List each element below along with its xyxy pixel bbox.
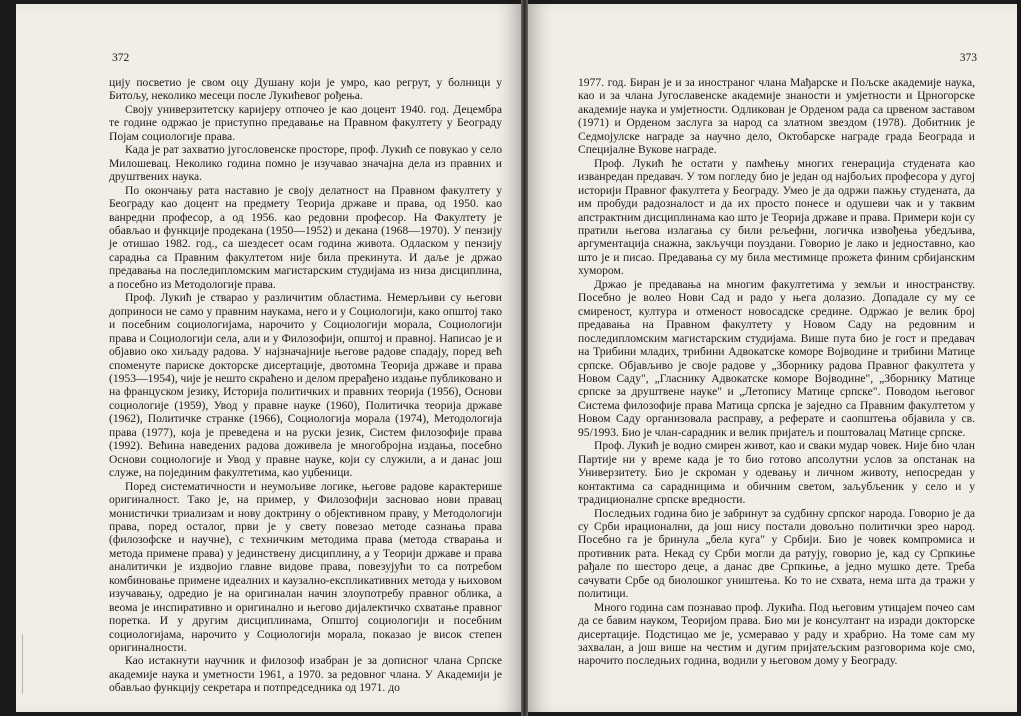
right-page xyxy=(528,4,1017,712)
paragraph: Држао је предавања на многим факултетима у земљи и иностранству. Посебно је волео Нови Сад и радо у њега долазио. Допадале су му се смиреност, култура и отменост новосадске средине. Одржао је велик број предавања на Правном факултету у Новом Саду на редовним и последипломским магистарским студијама. Више пута био је гост и предавач на Трибини младих, трибини Адвокатске коморе Војводине и трибини Матице српске. Објављиво је своје радове у „Зборнику радова Правног факултета у Новом Саду", „Гласнику Адвокатске коморе Војводине", „Зборнику Матице српске за друштвене науке" и „Летопису Матице српске". Поводом његовог Система филозофије права Матица српска је заједно са Правним факултетом у Новом Саду организовала расправу, а реферате и саопштења објавила у св. 95/1993. Био је члан-сарадник и велик пријатељ и поштовалац Матице српске. xyxy=(578,277,975,439)
paragraph: Проф. Лукић је стварао у различитим областима. Немерљиви су његови доприноси не само у правним наукама, него и у Социологији, како општој тако и посебним социологијама, нарочито у Социологији морала, Социологији права и Социологији села, али и у Филозофији, општој и правној. Написао је и објавио око хиљаду радова. У најзначајније његове радове спадају, поред већ споменуте париске докторске дисертације, двотомна Теорија државе и права (1953—1954), чије је нешто скраћено и делом прерађено издање публиковано и на француском језику, Историја политичких и правних теорија (1956), Основи социологије (1959), Увод у правне науке (1960), Политичка теорија државе (1962), Политичке странке (1966), Социологија морала (1974), Методологија права (1977), која је преведена и на руски језик, Систем филозофије права (1992). Већина наведених радова доживела је многобројна издања, посебно Основи социологије и Увод у правне науке, који су служили, а и данас још служе, на појединим факултетима, као уџбеници. xyxy=(109,291,502,480)
paragraph: Проф. Лукић је водио смирен живот, као и сваки мудар човек. Није био члан Партије ни у време када је то био готово апсолутни услов за опстанак на Универзитету. Био је скроман у одевању и личном животу, непосредан у контактима са сарадницима и обичним светом, заљубљеник у село и у традиционалне српске вредности. xyxy=(578,439,975,507)
body-text xyxy=(109,76,502,695)
paragraph: цију посветио је свом оцу Душану који је умро, као регрут, у болници у Битољу, неколико месеци после Лукићевог рођења. xyxy=(109,76,502,103)
paragraph: Када је рат захватио југословенске просторе, проф. Лукић се повукао у село Милошевац. Неколико година помно је изучавао значајна дела из правних и друштвених наука. xyxy=(109,143,502,184)
paragraph: По окончању рата наставио је своју делатност на Правном факултету у Београду као доцент на предмету Теорија државе и права, од 1950. као ванредни професор, а од 1956. као редовни професор. На Факултету је обављао и функције продекана (1950—1952) и декана (1968—1970). У пензију је отишао 1982. год., са шездесет осам година живота. Одласком у пензију сарадња са Правним факултетом није била прекинута. И даље је држао предавања на последипломским магистарским студијама из низа дисциплина, а посебно из Методологије права. xyxy=(109,183,502,291)
paragraph: Много година сам познавао проф. Лукића. Под његовим утицајем почео сам да се бавим науком, Теоријом права. Био ми је консултант на изради докторске дисертације. Подстицао ме је, усмеравао у раду и храбрио. На томе сам му захвалан, а још више на честим и дугим пријатељским разговорима које смо, нарочито последњих година, водили у његовом дому у Београду. xyxy=(578,600,975,668)
paragraph: Своју универзитетску каријеру отпочео је као доцент 1940. год. Децембра те године одржао је приступно предавање на Правном факултету у Београду Појам социологије права. xyxy=(109,102,502,143)
margin-mark xyxy=(22,634,23,694)
paragraph: Проф. Лукић ће остати у памћењу многих генерација студената као изванредан предавач. У том погледу био је један од најбољих професора у дугој историји Правног факултета у Београду. Умео је да одржи пажњу студената, да им пробуди радозналост и да их просто понесе и одушеви чак и у таквим апстрактним дисциплинама као што је Теорија државе и права. Примери који су пратили његова излагања су били рељефни, логичка извођења убедљива, аргументација снажна, закључци поуздани. Говорио је лако и једноставно, као што је и писао. Предавања су му била местимице прожета финим србијанским хумором. xyxy=(578,156,975,278)
page-number: 372 xyxy=(112,52,130,64)
left-page xyxy=(16,4,521,712)
paragraph: Као истакнути научник и филозоф изабран је за дописног члана Српске академије наука и уметности 1961, а 1970. за редовног члана. У Академији је обављао функцију секретара и потпредседника од 1971. до xyxy=(109,654,502,695)
paragraph: Поред систематичности и неумољиве логике, његове радове карактерише оригиналност. Тако је, на пример, у Филозофији засновао нови правац монистички триализам и нову доктрину о објективном праву, у Методологији права, поред осталог, први је у свету повезао методе сазнања права (филозофске и научне), с техничким методима права (метода стварања и метода примене права) у јединствену дисциплину, а у Теорији државе и права аналитички је издвојио главне видове права, повезујући то са потребом комбиновање примене идеалних и каузално-експликативних метода у њиховом изучавању, одредио је на оригиналан начин злоупотребу правног облика, а веома је инспиративно и оригинално и његово дијалектичко схватање правног поретка. И у другим дисциплинама, Општој социологији и посебним социологијама, нарочито у Социологији морала, показао је висок степен оригиналности. xyxy=(109,479,502,655)
paragraph: 1977. год. Биран је и за иностраног члана Мађарске и Пољске академије наука, као и за члана Југославенске академије знаности и умјетности и Црногорске академије наука и умјетности. Одликован је Орденом рада са црвеном заставом (1971) и Орденом заслуга за народ са златном звездом (1978). Добитник је Седмојулске награде за научно дело, Октобарске награде града Београда и Специјалне Вукове награде. xyxy=(578,76,975,157)
body-text xyxy=(578,76,975,668)
page-number: 373 xyxy=(959,52,977,64)
book-gutter xyxy=(521,0,528,716)
paragraph: Последњих година био је забринут за судбину српског народа. Говорио је да су Срби ирационални, да још нису постали довољно политички зрео народ. Посебно га је бринула „бела куга" у Србији. Био је човек компромиса и противник рата. Некад су Срби могли да ратују, говорио је, кад су Српкиње рађале по шесторо деце, а данас две Српкиње, а једно мушко дете. Треба сачувати Србе од биолошког уништења. Ко то не схвата, нема шта да тражи у политици. xyxy=(578,506,975,601)
